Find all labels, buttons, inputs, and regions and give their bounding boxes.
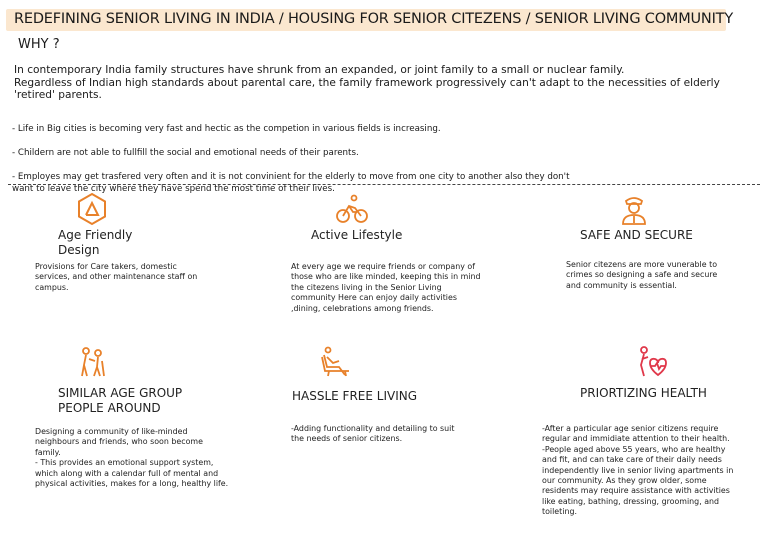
feature-description: At every age we require friends or company of those who are like minded, keeping this in mind the citezens living in the Senior Living community Here can enjoy daily activities ,dining, celebrations among friends. xyxy=(291,262,481,313)
elderly-people-icon xyxy=(75,345,109,379)
reason-item: - Childern are not able to fullfill the social and emotional needs of their parents. xyxy=(12,148,359,158)
recliner-icon xyxy=(319,345,353,379)
feature-description: Designing a community of like-minded neighbours and friends, who soon become family. - This provides an emotional support system, which along with a calendar full of mental and physical activities, makes for a long, healthy life. xyxy=(35,427,229,489)
reason-item: - Life in Big cities is becoming very fast and hectic as the competion in various fields is increasing. xyxy=(12,124,441,134)
health-heart-icon xyxy=(634,345,668,379)
feature-description: Senior citezens are more vunerable to crimes so designing a safe and secure and community is essential. xyxy=(566,260,718,290)
feature-description: Provisions for Care takers, domestic services, and other maintenance staff on campus. xyxy=(35,262,198,292)
intro-line-2: Regardless of Indian high standards about parental care, the family framework progressively can't adapt to the necessities of elderly 'retired' parents. xyxy=(14,76,720,101)
feature-title: Age Friendly Design xyxy=(58,228,133,257)
feature-title: Active Lifestyle xyxy=(311,228,403,242)
reason-item: - Employes may get trasfered very often and it is not convinient for the elderly to move from one city to another also they don't want to leave the city where they have spend the most time of their lives. xyxy=(12,172,570,194)
why-heading: WHY ? xyxy=(18,37,60,52)
page-title: REDEFINING SENIOR LIVING IN INDIA / HOUSING FOR SENIOR CITEZENS / SENIOR LIVING COMMUNITY xyxy=(14,11,733,27)
feature-title: PRIORTIZING HEALTH xyxy=(580,386,707,400)
feature-description: -After a particular age senior citizens require regular and immidiate attention to their health. -People aged above 55 years, who are healthy and fit, and can take care of their daily needs independently live in senior living apartments in our community. As they grow older, some residents may require assistance with activities like eating, bathing, dressing, grooming, and toileting. xyxy=(542,424,734,517)
security-guard-icon xyxy=(617,192,651,226)
intro-paragraph xyxy=(14,64,759,102)
feature-title: HASSLE FREE LIVING xyxy=(292,389,418,403)
feature-title: SIMILAR AGE GROUP PEOPLE AROUND xyxy=(58,386,183,415)
intro-line-1: In contemporary India family structures have shrunk from an expanded, or joint family to a small or nuclear family. xyxy=(14,64,625,76)
feature-description: -Adding functionality and detailing to suit the needs of senior citizens. xyxy=(291,424,455,444)
hexagon-icon xyxy=(75,192,109,226)
feature-title: SAFE AND SECURE xyxy=(580,228,693,242)
cyclist-icon xyxy=(335,192,369,226)
dashed-divider xyxy=(8,184,760,185)
